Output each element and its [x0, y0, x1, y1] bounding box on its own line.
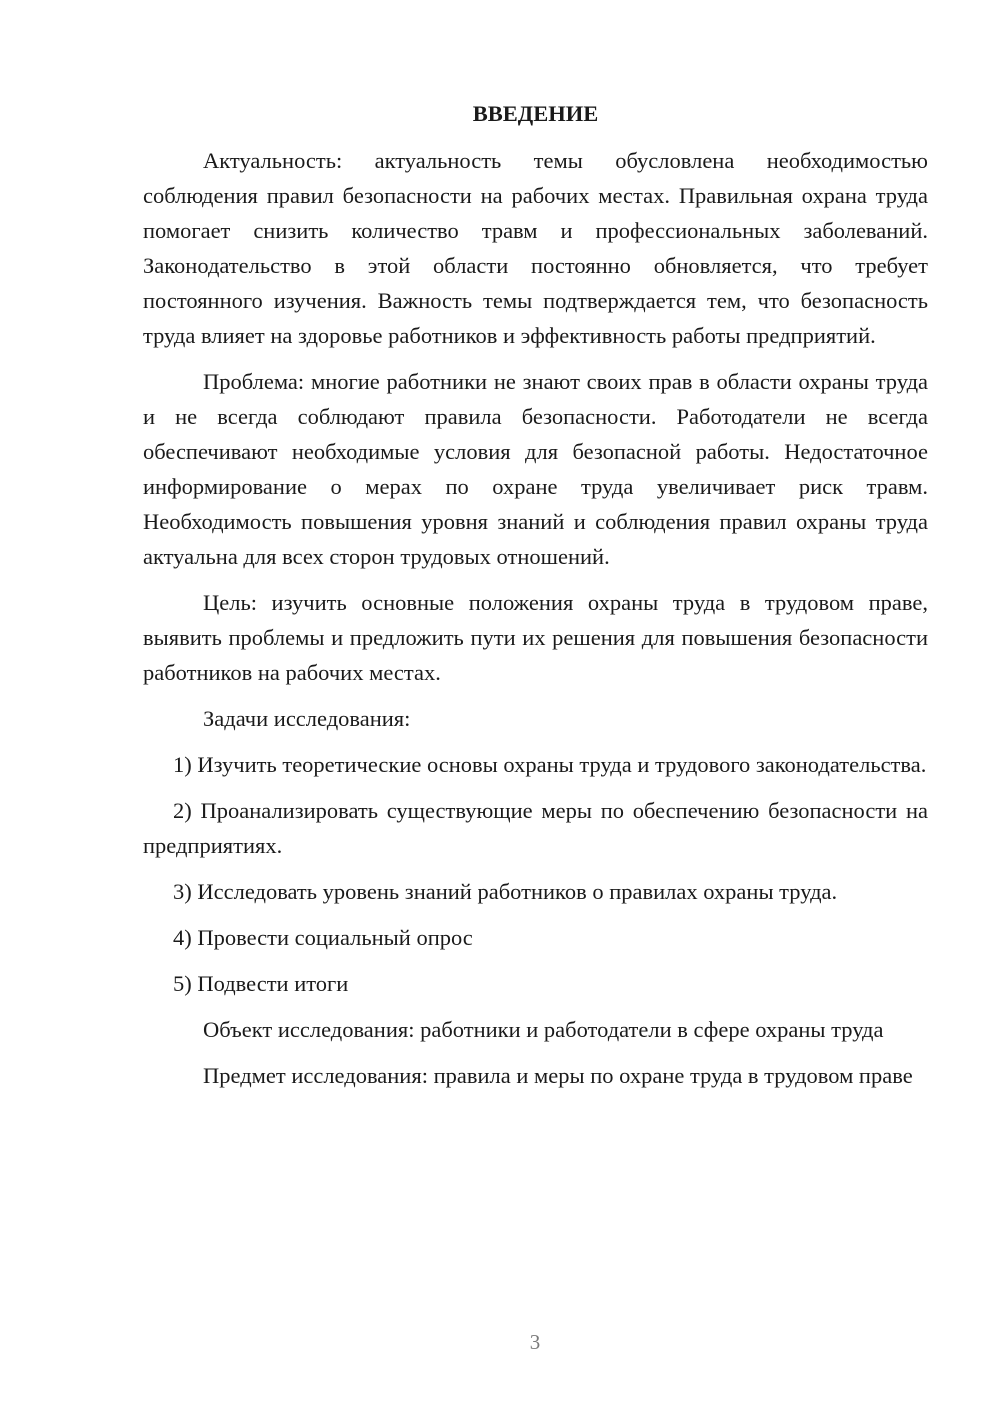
document-body — [143, 96, 928, 1104]
paragraph-object: Объект исследования: работники и работодатели в сфере охраны труда — [203, 1017, 884, 1042]
paragraph-problem: Проблема: многие работники не знают своих прав в области охраны труда и не всегда соблюдают правила безопасности. Работодатели не всегда обеспечивают необходимые условия для безопасной работы. Недостаточное информирование о мерах по охране труда увеличивает риск травм. Необходимость повышения уровня знаний и соблюдения правил охраны труда актуальна для всех сторон трудовых отношений. — [143, 369, 928, 569]
task-item-2: 2) Проанализировать существующие меры по обеспечению безопасности на предприятиях. — [143, 798, 928, 858]
tasks-heading: Задачи исследования: — [203, 706, 411, 731]
page-title: ВВЕДЕНИЕ — [472, 101, 599, 126]
task-item-5: 5) Подвести итоги — [173, 971, 349, 996]
paragraph-relevance: Актуальность: актуальность темы обусловлена необходимостью соблюдения правил безопасности на рабочих местах. Правильная охрана труда помогает снизить количество травм и профессиональных заболеваний. Законодательство в этой области постоянно обновляется, что требует постоянного изучения. Важность темы подтверждается тем, что безопасность труда влияет на здоровье работников и эффективность работы предприятий. — [143, 148, 928, 348]
task-item-4: 4) Провести социальный опрос — [173, 925, 473, 950]
task-item-3: 3) Исследовать уровень знаний работников о правилах охраны труда. — [173, 879, 838, 904]
page-number: 3 — [529, 1330, 541, 1354]
paragraph-subject: Предмет исследования: правила и меры по охране труда в трудовом праве — [203, 1063, 913, 1088]
paragraph-goal: Цель: изучить основные положения охраны труда в трудовом праве, выявить проблемы и предложить пути их решения для повышения безопасности работников на рабочих местах. — [143, 590, 928, 685]
task-item-1: 1) Изучить теоретические основы охраны труда и трудового законодательства. — [173, 752, 927, 777]
